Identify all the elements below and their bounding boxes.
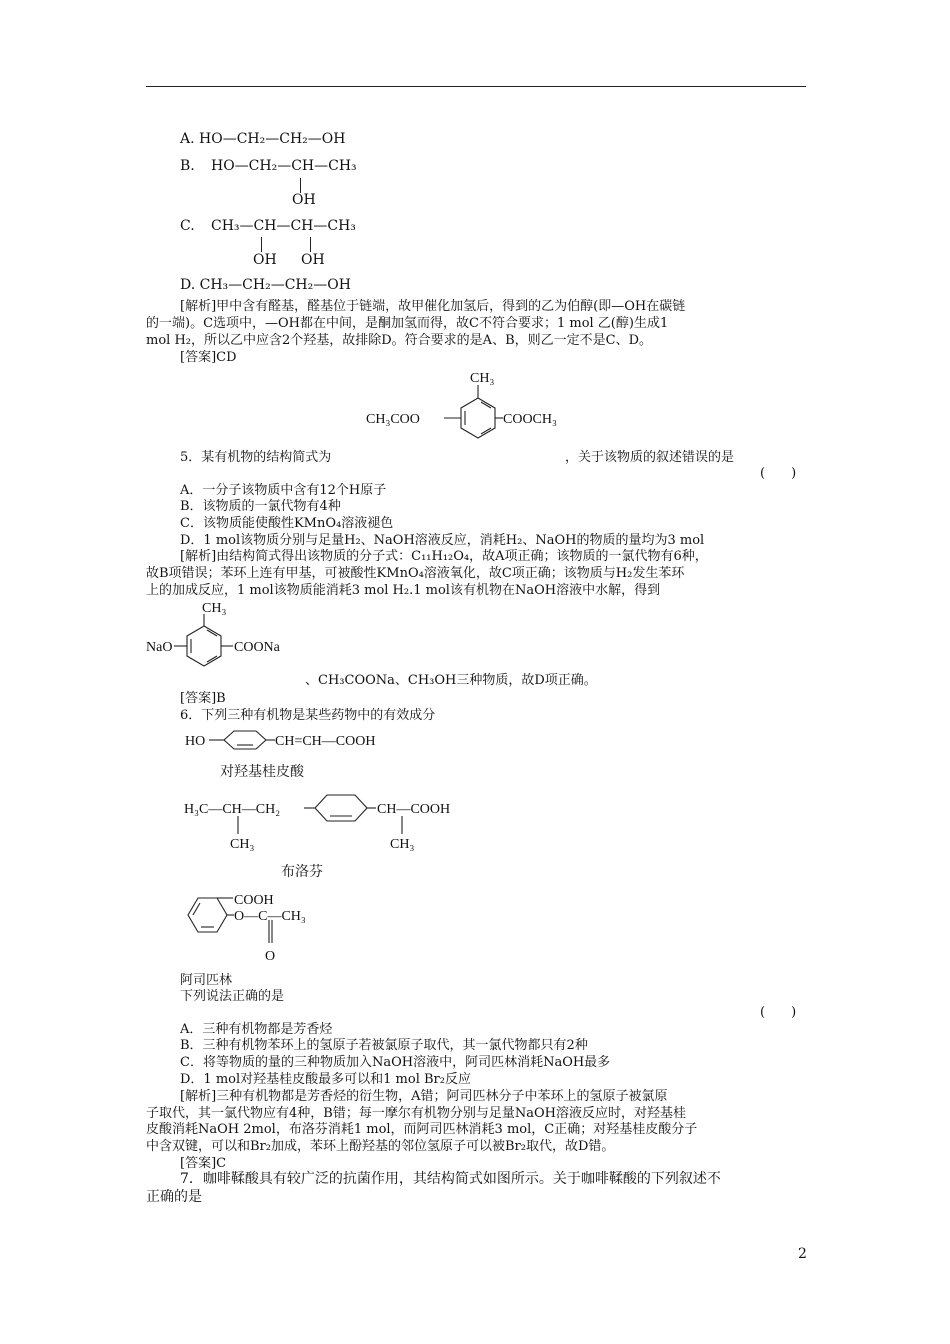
q6-m1-right: CH=CH—COOH	[275, 734, 376, 749]
q5-option-c: C．该物质能使酸性KMnO₄溶液褪色	[180, 516, 394, 531]
q5-stem-suffix: ，关于该物质的叙述错误的是	[565, 450, 735, 465]
q4-analysis-line-2: 的一端)。C选项中，—OH都在中间，是酮加氢而得，故C不符合要求；1 mol 乙(醇)生成1	[146, 316, 669, 331]
q4-option-c-bond-1	[261, 237, 262, 252]
q6-question: 下列说法正确的是	[180, 989, 285, 1004]
q5-stem-prefix: 5．某有机物的结构简式为	[180, 450, 332, 465]
q4-option-b-chain: HO—CH₂—CH—CH₃	[211, 158, 357, 174]
q6-option-a: A．三种有机物都是芳香烃	[180, 1022, 333, 1037]
q5-answer: [答案]B	[180, 691, 226, 706]
q5-option-b: B．该物质的一氯代物有4种	[180, 499, 341, 514]
q6-m1-left: HO	[185, 734, 206, 749]
q4-option-c-bond-2	[310, 237, 311, 252]
q6-m1-name: 对羟基桂皮酸	[220, 764, 304, 780]
q5-answer-bracket: ( )	[760, 466, 797, 481]
q4-option-c-chain: CH₃—CH—CH—CH₃	[211, 218, 356, 234]
q4-option-b-label: B.	[180, 158, 195, 174]
q6-molecule-2	[180, 790, 500, 860]
q6-m2-right: CH—COOH	[377, 802, 451, 817]
header-rule	[146, 86, 806, 87]
q6-analysis-line-2: 子取代，其一氯代物应有4种，B错；每一摩尔有机物分别与足量NaOH溶液反应时，对羟基桂	[146, 1106, 686, 1121]
q4-option-c-label: C.	[180, 218, 195, 234]
q6-m2-left-sub: CH₃	[230, 837, 255, 852]
q6-molecule-3	[176, 888, 356, 970]
q5-right-group: COOCH₃	[503, 412, 557, 427]
q5-analysis-line-3: 上的加成反应，1 mol该物质能消耗3 mol H₂.1 mol该有机物在NaOH溶液中水解，得到	[146, 583, 661, 598]
q6-m3-cooh: COOH	[234, 893, 274, 908]
q4-option-a: A. HO—CH₂—CH₂—OH	[180, 131, 346, 147]
q6-option-c: C．将等物质的量的三种物质加入NaOH溶液中，阿司匹林消耗NaOH最多	[180, 1055, 611, 1070]
q4-option-b-oh: OH	[292, 192, 316, 208]
q5-products-tail: 、CH₃COONa、CH₃OH三种物质，故D项正确。	[305, 673, 597, 688]
q5-benzene-ring	[461, 398, 495, 438]
q6-option-d: D．1 mol对羟基桂皮酸最多可以和1 mol Br₂反应	[180, 1072, 471, 1087]
q4-option-b-bond	[300, 178, 301, 193]
q6-m3-name: 阿司匹林	[180, 973, 233, 988]
q5-structure	[360, 368, 580, 468]
q5-product-methyl: CH₃	[202, 601, 227, 616]
q5-option-a: A．一分子该物质中含有12个H原子	[180, 483, 387, 498]
q4-option-c-oh-1: OH	[253, 252, 277, 268]
q5-product-right: COONa	[234, 640, 280, 655]
q7-stem-line-1: 7．咖啡鞣酸具有较广泛的抗菌作用，其结构简式如图所示。关于咖啡鞣酸的下列叙述不	[180, 1171, 721, 1187]
q6-m3-ester: O—C—CH₃	[234, 909, 306, 924]
q6-m2-name: 布洛芬	[281, 864, 323, 880]
q5-product-ring	[187, 626, 221, 666]
q6-analysis-line-3: 皮酸消耗NaOH 2mol，布洛芬消耗1 mol，而阿司匹林消耗3 mol，C正确；对羟基桂皮酸分子	[146, 1122, 698, 1137]
q6-m2-left: H₃C—CH—CH₂	[184, 802, 281, 817]
q5-product-left: NaO	[146, 640, 173, 655]
q4-answer: [答案]CD	[180, 350, 237, 365]
q6-analysis-line-4: 中含双键，可以和Br₂加成，苯环上酚羟基的邻位氢原子可以被Br₂取代，故D错。	[146, 1139, 615, 1154]
q6-answer: [答案]C	[180, 1156, 227, 1171]
q4-analysis-line-3: mol H₂，所以乙中应含2个羟基，故排除D。符合要求的是A、B，则乙一定不是C、D。	[146, 333, 652, 348]
q5-methyl: CH₃	[470, 371, 495, 386]
q6-m1-ring	[224, 731, 266, 749]
q5-left-group: CH₃COO	[366, 412, 420, 427]
q6-molecule-1	[180, 722, 440, 762]
q6-m3-carbonyl-o: O	[265, 949, 276, 964]
q6-stem: 6．下列三种有机物是某些药物中的有效成分	[180, 708, 436, 723]
q6-option-b: B．三种有机物苯环上的氢原子若被氯原子取代，其一氯代物都只有2种	[180, 1038, 588, 1053]
q6-analysis-line-1: [解析]三种有机物都是芳香烃的衍生物，A错；阿司匹林分子中苯环上的氢原子被氯原	[180, 1089, 668, 1104]
q4-option-c-oh-2: OH	[301, 252, 325, 268]
q6-m2-right-sub: CH₃	[390, 837, 415, 852]
q5-option-d: D．1 mol该物质分别与足量H₂、NaOH溶液反应，消耗H₂、NaOH的物质的量均为3 mol	[180, 533, 705, 548]
q4-analysis-line-1: [解析]甲中含有醛基，醛基位于链端，故甲催化加氢后，得到的乙为伯醇(即—OH在碳链	[180, 299, 686, 314]
q5-product-structure	[140, 598, 340, 678]
q4-option-d: D. CH₃—CH₂—CH₂—OH	[180, 277, 351, 293]
q5-analysis-line-1: [解析]由结构简式得出该物质的分子式：C₁₁H₁₂O₄，故A项正确；该物质的一氯代物有6种，	[180, 549, 708, 564]
q7-stem-line-2: 正确的是	[146, 1189, 202, 1205]
q5-analysis-line-2: 故B项错误；苯环上连有甲基，可被酸性KMnO₄溶液氧化，故C项正确；该物质与H₂发生苯环	[146, 566, 685, 581]
q6-m2-ring	[315, 795, 367, 821]
q6-answer-bracket: ( )	[760, 1005, 797, 1020]
page-number: 2	[798, 1246, 807, 1262]
